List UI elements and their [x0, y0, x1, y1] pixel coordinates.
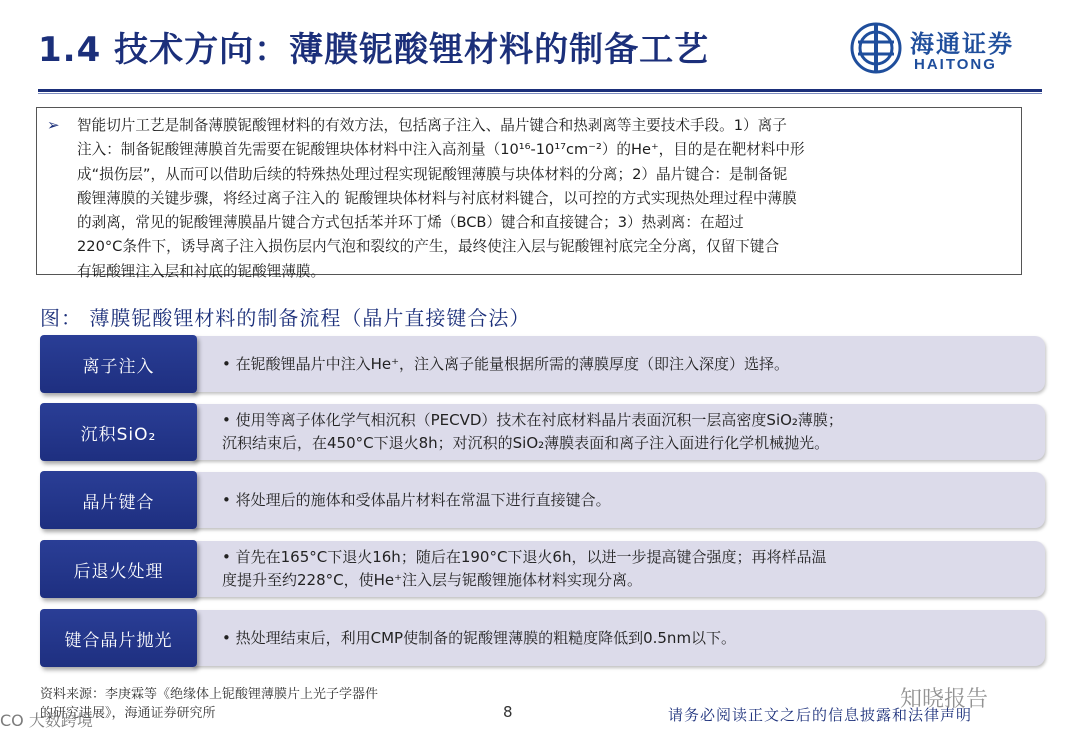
step-description	[192, 404, 1045, 460]
summary-line: 酸锂薄膜的关键步骤，将经过离子注入的 铌酸锂块体材料与衬底材料键合，以可控的方式实现热处理过程中薄膜	[77, 189, 797, 207]
summary-line: 220°C条件下，诱导离子注入损伤层内气泡和裂纹的产生，最终使注入层与铌酸锂衬底完全分离，仅留下键合	[77, 238, 780, 256]
logo-chinese-text: 海通证券	[910, 29, 1014, 58]
summary-line: 成“损伤层”，从而可以借助后续的特殊热处理过程实现铌酸锂薄膜与块体材料的分离；2）晶片键合：是制备铌	[77, 165, 788, 183]
process-step-wafer-bonding	[40, 471, 1045, 529]
process-step-post-anneal	[40, 540, 1045, 598]
figure-title: 图： 薄膜铌酸锂材料的制备流程（晶片直接键合法）	[40, 306, 531, 330]
step-description	[192, 336, 1045, 392]
title-divider-thin	[38, 93, 1042, 94]
step-line: • 使用等离子体化学气相沉积（PECVD）技术在衬底材料晶片表面沉积一层高密度SiO₂薄膜；	[222, 411, 843, 429]
haitong-emblem-icon	[850, 22, 902, 74]
source-line: 的研究进展》，海通证券研究所	[40, 706, 216, 721]
step-description	[192, 541, 1045, 597]
logo-english-text: HAITONG	[914, 56, 997, 73]
process-step-polishing	[40, 609, 1045, 667]
summary-line: 有铌酸锂注入层和衬底的铌酸锂薄膜。	[77, 262, 326, 280]
step-description	[192, 610, 1045, 666]
arrow-bullet-icon: ➢	[47, 116, 60, 134]
summary-box	[36, 107, 1022, 280]
step-line: 度提升至约228°C，使He⁺注入层与铌酸锂施体材料实现分离。	[222, 571, 643, 589]
step-line: • 在铌酸锂晶片中注入He⁺，注入离子能量根据所需的薄膜厚度（即注入深度）选择。	[222, 354, 790, 373]
step-label: 离子注入	[40, 335, 197, 393]
haitong-logo	[850, 22, 1050, 82]
summary-text	[77, 114, 1011, 284]
legal-disclaimer: 请务必阅读正文之后的信息披露和法律声明	[668, 706, 973, 724]
page-number: 8	[503, 703, 513, 721]
watermark-right: 知晓报告	[900, 687, 989, 712]
page-title: 1.4 技术方向：薄膜铌酸锂材料的制备工艺	[38, 30, 710, 70]
step-line: 沉积结束后，在450°C下退火8h；对沉积的SiO₂薄膜表面和离子注入面进行化学机械抛光。	[222, 434, 830, 452]
step-label: 后退火处理	[40, 540, 197, 598]
step-label: 沉积SiO₂	[40, 403, 197, 461]
title-divider	[38, 89, 1042, 92]
step-line: • 热处理结束后，利用CMP使制备的铌酸锂薄膜的粗糙度降低到0.5nm以下。	[222, 628, 737, 647]
process-step-ion-implant	[40, 335, 1045, 393]
step-label: 晶片键合	[40, 471, 197, 529]
step-label: 键合晶片抛光	[40, 609, 197, 667]
step-description	[192, 472, 1045, 528]
process-step-deposit-sio2	[40, 403, 1045, 461]
step-line: • 首先在165°C下退火16h；随后在190°C下退火6h，以进一步提高键合强度；再将样品温	[222, 548, 827, 566]
watermark-left: CO 大数跨境	[0, 711, 93, 730]
summary-line: 注入：制备铌酸锂薄膜首先需要在铌酸锂块体材料中注入高剂量（10¹⁶-10¹⁷cm⁻²）的He⁺，目的是在靶材料中形	[77, 141, 805, 159]
source-line: 资料来源：李庚霖等《绝缘体上铌酸锂薄膜片上光子学器件	[40, 687, 379, 702]
summary-line: 智能切片工艺是制备薄膜铌酸锂材料的有效方法，包括离子注入、晶片键合和热剥离等主要技术手段。1）离子	[77, 117, 787, 134]
step-line: • 将处理后的施体和受体晶片材料在常温下进行直接键合。	[222, 490, 611, 509]
summary-line: 的剥离，常见的铌酸锂薄膜晶片键合方式包括苯并环丁烯（BCB）键合和直接键合；3）热剥离：在超过	[77, 214, 744, 232]
